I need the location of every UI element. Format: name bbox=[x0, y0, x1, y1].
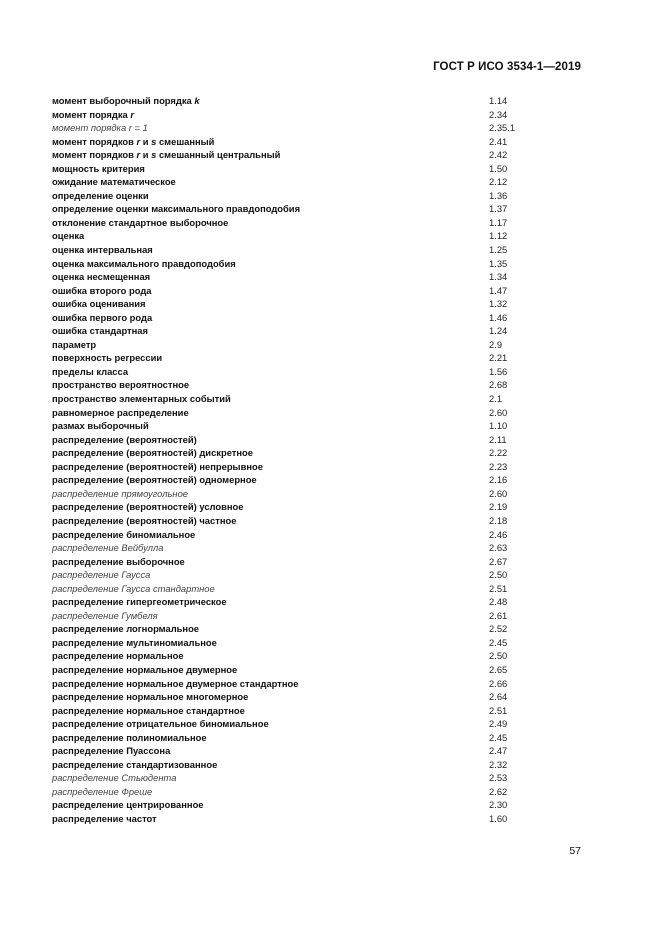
index-entry bbox=[52, 568, 552, 582]
index-entry bbox=[52, 433, 552, 447]
index-reference: 2.19 bbox=[489, 501, 508, 513]
index-reference: 2.67 bbox=[489, 555, 508, 567]
index-term: момент порядка r bbox=[52, 108, 135, 120]
index-entry bbox=[52, 162, 552, 176]
index-term: пределы класса bbox=[52, 365, 129, 377]
index-term: распределение полиномиальное bbox=[52, 731, 207, 743]
index-reference: 2.50 bbox=[489, 569, 508, 581]
index-term: оценка несмещенная bbox=[52, 271, 151, 283]
index-reference: 1.34 bbox=[489, 271, 508, 283]
index-entry bbox=[52, 812, 552, 826]
index-entry bbox=[52, 338, 552, 352]
index-reference: 2.49 bbox=[489, 718, 508, 730]
index-reference: 1.24 bbox=[489, 325, 508, 337]
index-reference: 2.34 bbox=[489, 108, 508, 120]
index-entry bbox=[52, 649, 552, 663]
index-entry bbox=[52, 311, 552, 325]
index-entry bbox=[52, 297, 552, 311]
index-entry bbox=[52, 270, 552, 284]
index-entry bbox=[52, 758, 552, 772]
index-entry bbox=[52, 216, 552, 230]
index-reference: 2.18 bbox=[489, 514, 508, 526]
index-term: ошибка оценивания bbox=[52, 298, 146, 310]
index-term: распределение (вероятностей) bbox=[52, 433, 197, 445]
index-reference: 1.36 bbox=[489, 189, 508, 201]
index-entry bbox=[52, 229, 552, 243]
index-entry bbox=[52, 487, 552, 501]
index-term: распределение (вероятностей) условное bbox=[52, 501, 244, 513]
index-entry bbox=[52, 365, 552, 379]
index-reference: 2.50 bbox=[489, 650, 508, 662]
index-reference: 2.51 bbox=[489, 582, 508, 594]
index-entry bbox=[52, 798, 552, 812]
index-term: ошибка стандартная bbox=[52, 325, 148, 337]
index-entry bbox=[52, 622, 552, 636]
index-term: пространство вероятностное bbox=[52, 379, 190, 391]
index-term: распределение нормальное многомерное bbox=[52, 691, 249, 703]
index-term: распределение Фреше bbox=[52, 785, 153, 797]
index-term: момент порядков r и s смешанный центральный bbox=[52, 149, 281, 161]
index-term: распределение нормальное bbox=[52, 650, 184, 662]
index-term: оценка bbox=[52, 230, 85, 242]
index-term: распределение Гаусса bbox=[52, 569, 151, 581]
index-term: распределение центрированное bbox=[52, 799, 204, 811]
index-entry bbox=[52, 108, 552, 122]
index-reference: 2.45 bbox=[489, 731, 508, 743]
index-reference: 1.32 bbox=[489, 298, 508, 310]
index-reference: 2.61 bbox=[489, 609, 508, 621]
index-reference: 1.12 bbox=[489, 230, 508, 242]
index-entry bbox=[52, 406, 552, 420]
index-term: распределение выборочное bbox=[52, 555, 185, 567]
index-entry bbox=[52, 555, 552, 569]
index-entry bbox=[52, 351, 552, 365]
index-reference: 2.52 bbox=[489, 623, 508, 635]
index-term: распределение (вероятностей) дискретное bbox=[52, 447, 253, 459]
index-entry bbox=[52, 677, 552, 691]
index-term: ошибка первого рода bbox=[52, 311, 153, 323]
index-reference: 2.41 bbox=[489, 135, 508, 147]
index-entry bbox=[52, 324, 552, 338]
index-reference: 2.60 bbox=[489, 406, 508, 418]
index-reference: 1.10 bbox=[489, 420, 508, 432]
index-reference: 1.25 bbox=[489, 244, 508, 256]
index-term: поверхность регрессии bbox=[52, 352, 163, 364]
index-term: распределение мультиномиальное bbox=[52, 636, 217, 648]
index-term: параметр bbox=[52, 338, 97, 350]
index-term-variable: r bbox=[136, 135, 141, 147]
index-reference: 2.68 bbox=[489, 379, 508, 391]
index-reference: 2.30 bbox=[489, 799, 508, 811]
index-reference: 1.37 bbox=[489, 203, 508, 215]
index-term: пространство элементарных событий bbox=[52, 393, 231, 405]
index-term: распределение (вероятностей) непрерывное bbox=[52, 460, 263, 472]
index-term: распределение логнормальное bbox=[52, 623, 200, 635]
index-term: мощность критерия bbox=[52, 162, 145, 174]
index-term: размах выборочный bbox=[52, 420, 149, 432]
document-header: ГОСТ Р ИСО 3534-1—2019 bbox=[433, 61, 581, 73]
index-entry bbox=[52, 636, 552, 650]
index-reference: 2.47 bbox=[489, 745, 508, 757]
index-reference: 2.23 bbox=[489, 460, 508, 472]
index-reference: 2.66 bbox=[489, 677, 508, 689]
index-entry bbox=[52, 771, 552, 785]
index-reference: 2.48 bbox=[489, 596, 508, 608]
index-reference: 2.32 bbox=[489, 758, 508, 770]
index-term-variable: s bbox=[151, 149, 157, 161]
index-term: распределение Гумбеля bbox=[52, 609, 158, 621]
index-reference: 2.64 bbox=[489, 691, 508, 703]
index-reference: 1.47 bbox=[489, 284, 508, 296]
index-term: момент выборочный порядка k bbox=[52, 95, 200, 106]
index-reference: 2.53 bbox=[489, 772, 508, 784]
index-term: распределение Стьюдента bbox=[52, 772, 177, 784]
index-reference: 2.60 bbox=[489, 487, 508, 499]
index-term: равномерное распределение bbox=[52, 406, 189, 418]
index-reference: 2.9 bbox=[489, 338, 503, 350]
index-term: распределение прямоугольное bbox=[52, 487, 188, 499]
index-reference: 1.46 bbox=[489, 311, 508, 323]
index-reference: 2.16 bbox=[489, 474, 508, 486]
index-term: момент порядков r и s смешанный bbox=[52, 135, 215, 147]
index-entry bbox=[52, 514, 552, 528]
index-term: распределение стандартизованное bbox=[52, 758, 218, 770]
index-reference: 2.12 bbox=[489, 176, 508, 188]
index-entry bbox=[52, 744, 552, 758]
index-entry bbox=[52, 460, 552, 474]
index-term: ошибка второго рода bbox=[52, 284, 152, 296]
index-term-variable: r bbox=[130, 108, 135, 120]
index-entry bbox=[52, 121, 552, 135]
index-reference: 2.1 bbox=[489, 393, 503, 405]
index-reference: 1.17 bbox=[489, 216, 508, 228]
index-term: распределение Гаусса стандартное bbox=[52, 582, 215, 594]
index-reference: 1.50 bbox=[489, 162, 508, 174]
index-reference: 2.11 bbox=[489, 433, 507, 445]
index-term: распределение нормальное двумерное стандартное bbox=[52, 677, 299, 689]
index-term-variable: r bbox=[136, 149, 141, 161]
index-reference: 1.56 bbox=[489, 365, 508, 377]
index-term: распределение (вероятностей) частное bbox=[52, 514, 237, 526]
index-entry bbox=[52, 473, 552, 487]
index-entry bbox=[52, 419, 552, 433]
index-entry bbox=[52, 135, 552, 149]
page-number: 57 bbox=[569, 845, 581, 857]
index-entry bbox=[52, 378, 552, 392]
index-reference: 2.46 bbox=[489, 528, 508, 540]
index-entry bbox=[52, 609, 552, 623]
index-term: распределение частот bbox=[52, 812, 157, 824]
index-entry bbox=[52, 202, 552, 216]
index-term: определение оценки максимального правдоподобия bbox=[52, 203, 301, 215]
index-entry bbox=[52, 717, 552, 731]
index-term: оценка максимального правдоподобия bbox=[52, 257, 236, 269]
index-reference: 1.14 bbox=[489, 95, 508, 106]
index-entry bbox=[52, 257, 552, 271]
index-reference: 2.51 bbox=[489, 704, 508, 716]
index-reference: 2.65 bbox=[489, 663, 508, 675]
index-term: распределение биномиальное bbox=[52, 528, 196, 540]
index-entry bbox=[52, 704, 552, 718]
index-reference: 2.42 bbox=[489, 149, 508, 161]
index-term: распределение гипергеометрическое bbox=[52, 596, 227, 608]
index-term: отклонение стандартное выборочное bbox=[52, 216, 229, 228]
index-entry bbox=[52, 595, 552, 609]
index-entry bbox=[52, 500, 552, 514]
index-entry bbox=[52, 731, 552, 745]
index-reference: 1.60 bbox=[489, 812, 508, 824]
index-reference: 2.63 bbox=[489, 542, 508, 554]
index-entry bbox=[52, 392, 552, 406]
index-reference: 1.35 bbox=[489, 257, 508, 269]
index-reference: 2.21 bbox=[489, 352, 508, 364]
index-entry bbox=[52, 175, 552, 189]
index-entry bbox=[52, 189, 552, 203]
index-reference: 2.35.1 bbox=[489, 122, 516, 134]
index-term: распределение (вероятностей) одномерное bbox=[52, 474, 257, 486]
index-reference: 2.22 bbox=[489, 447, 508, 459]
index-entry bbox=[52, 785, 552, 799]
index-reference: 2.45 bbox=[489, 636, 508, 648]
index-entry bbox=[52, 582, 552, 596]
index-term-variable: s bbox=[151, 135, 157, 147]
index-term: распределение Пуассона bbox=[52, 745, 171, 757]
index-term: оценка интервальная bbox=[52, 244, 153, 256]
index-entry bbox=[52, 528, 552, 542]
index-term: распределение нормальное стандартное bbox=[52, 704, 245, 716]
index-reference: 2.62 bbox=[489, 785, 508, 797]
term-index bbox=[52, 94, 552, 826]
index-term: распределение Вейбулла bbox=[52, 542, 164, 554]
index-entry bbox=[52, 663, 552, 677]
index-term: распределение нормальное двумерное bbox=[52, 663, 238, 675]
index-entry bbox=[52, 148, 552, 162]
index-term-variable: k bbox=[194, 95, 200, 106]
index-entry bbox=[52, 243, 552, 257]
index-entry bbox=[52, 94, 552, 108]
index-term: распределение отрицательное биномиальное bbox=[52, 718, 269, 730]
index-term: определение оценки bbox=[52, 189, 149, 201]
index-entry bbox=[52, 690, 552, 704]
index-term: момент порядка r = 1 bbox=[52, 122, 148, 134]
index-entry bbox=[52, 284, 552, 298]
index-term: ожидание математическое bbox=[52, 176, 176, 188]
index-entry bbox=[52, 541, 552, 555]
index-entry bbox=[52, 446, 552, 460]
